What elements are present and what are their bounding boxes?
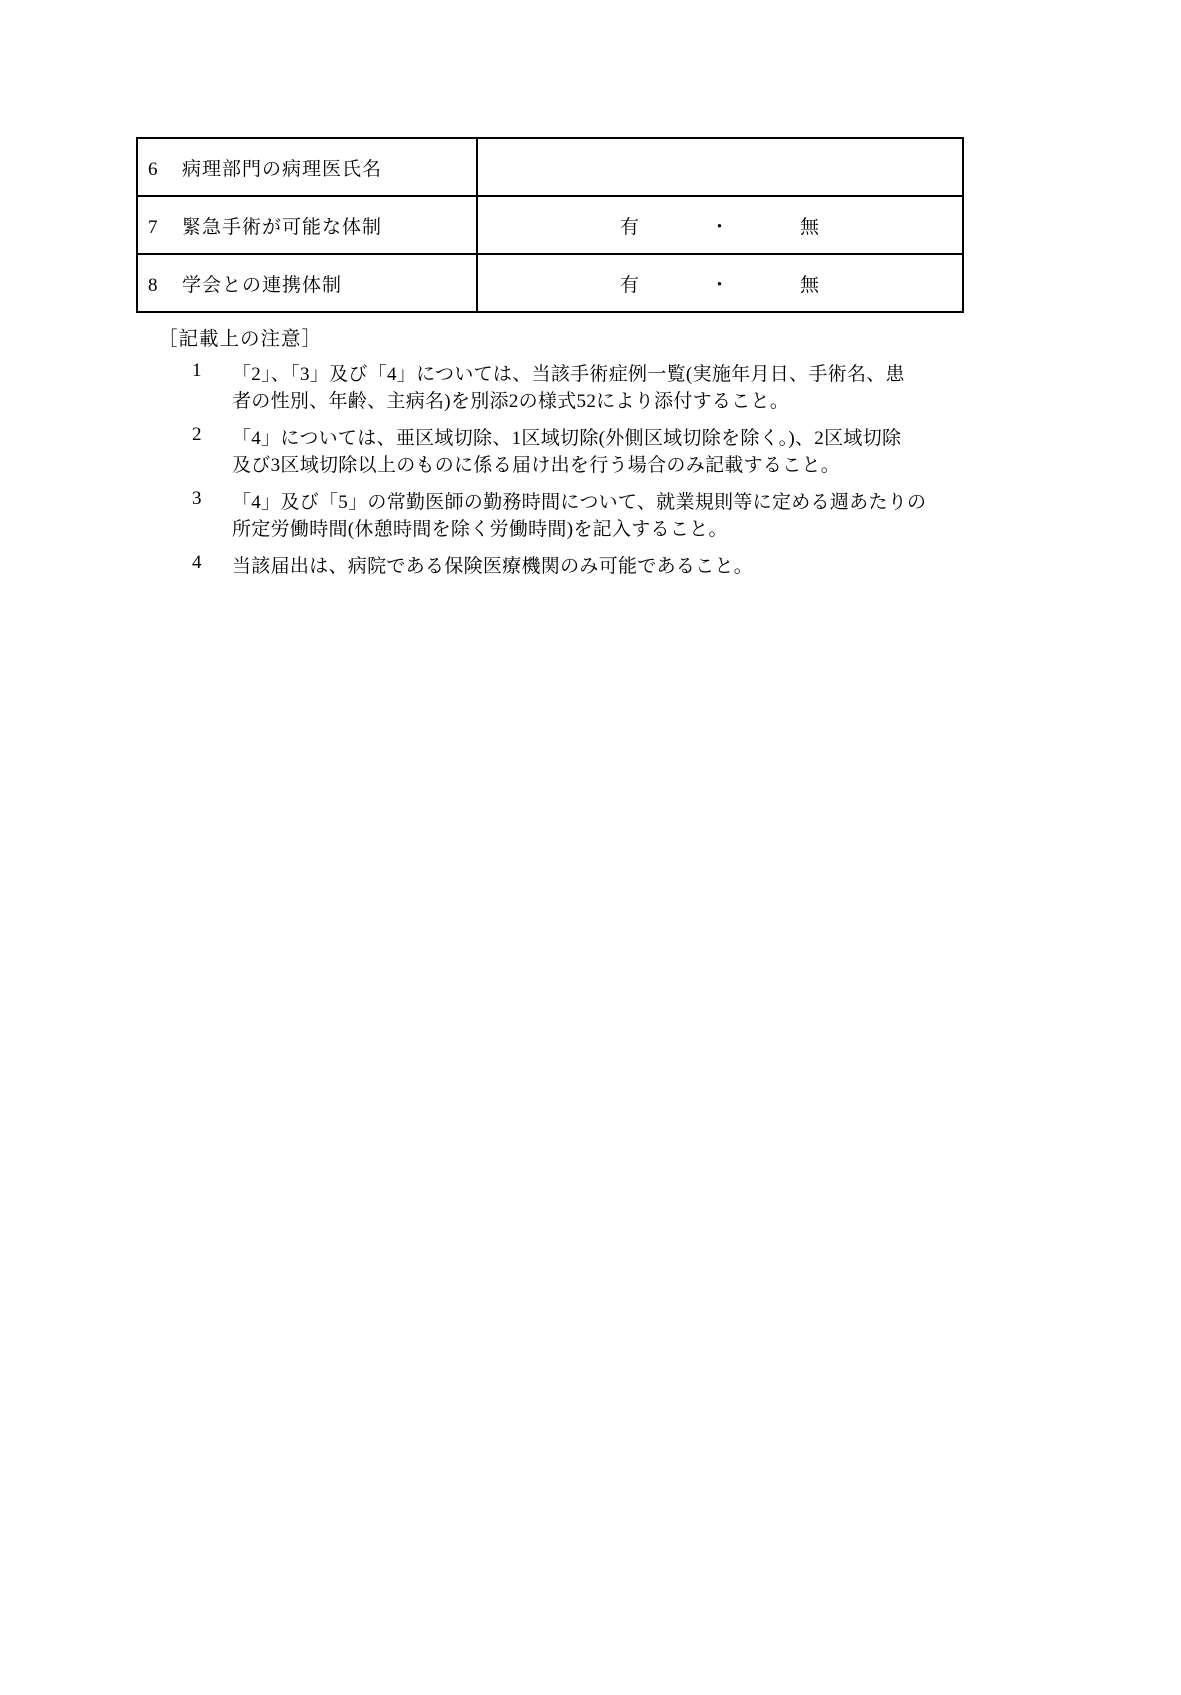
list-item [192, 425, 1016, 480]
choice-no-8[interactable]: 無 [799, 274, 820, 296]
row-text-6: 病理部門の病理医氏名 [182, 158, 383, 180]
table-row [137, 254, 963, 312]
choice-group-8 [478, 270, 962, 297]
note-body-3 [232, 489, 1016, 544]
note-body-2 [232, 425, 1016, 480]
note-line: 「4」及び「5」の常勤医師の勤務時間について、就業規則等に定める週あたりの [232, 491, 927, 513]
note-line: 者の性別、年齢、主病名)を別添2の様式52により添付すること。 [232, 391, 790, 413]
note-number-3: 3 [192, 487, 202, 509]
row-label-cell [137, 196, 477, 254]
note-body-1 [232, 361, 1016, 416]
row-label-8 [138, 270, 476, 297]
list-item [192, 489, 1016, 544]
choice-no-7[interactable]: 無 [799, 216, 820, 238]
note-number-4: 4 [192, 551, 202, 573]
note-body-4 [232, 553, 1016, 581]
row-value-cell-6[interactable] [477, 138, 963, 196]
table-row [137, 138, 963, 196]
choice-group-7 [478, 212, 962, 239]
choice-yes-7[interactable]: 有 [619, 216, 640, 238]
facility-criteria-table [136, 137, 964, 313]
notes-title: ［記載上の注意］ [158, 329, 323, 350]
row-label-cell [137, 254, 477, 312]
note-number-1: 1 [192, 359, 202, 381]
choice-separator-8: ・ [709, 274, 730, 296]
notes-section [136, 330, 1016, 589]
list-item [192, 361, 1016, 416]
note-number-2: 2 [192, 423, 202, 445]
row-label-7 [138, 212, 476, 239]
choice-yes-8[interactable]: 有 [619, 274, 640, 296]
note-line: 「4」については、亜区域切除、1区域切除(外側区域切除を除く。)、2区域切除 [232, 427, 902, 449]
row-value-cell-7[interactable] [477, 196, 963, 254]
note-line: 当該届出は、病院である保険医療機関のみ可能であること。 [232, 555, 754, 577]
row-number-7: 7 [148, 216, 159, 238]
row-label-6 [138, 154, 476, 181]
table-row [137, 196, 963, 254]
row-value-cell-8[interactable] [477, 254, 963, 312]
row-text-7: 緊急手術が可能な体制 [182, 216, 383, 238]
row-number-6: 6 [148, 158, 159, 180]
row-label-cell [137, 138, 477, 196]
note-line: 及び3区域切除以上のものに係る届け出を行う場合のみ記載すること。 [232, 455, 841, 477]
row-number-8: 8 [148, 274, 159, 296]
note-line: 「2」、「3」及び「4」については、当該手術症例一覧(実施年月日、手術名、患 [232, 363, 905, 385]
choice-separator-7: ・ [709, 216, 730, 238]
note-line: 所定労働時間(休憩時間を除く労働時間)を記入すること。 [232, 519, 728, 541]
row-text-8: 学会との連携体制 [182, 274, 343, 296]
list-item [192, 553, 1016, 581]
